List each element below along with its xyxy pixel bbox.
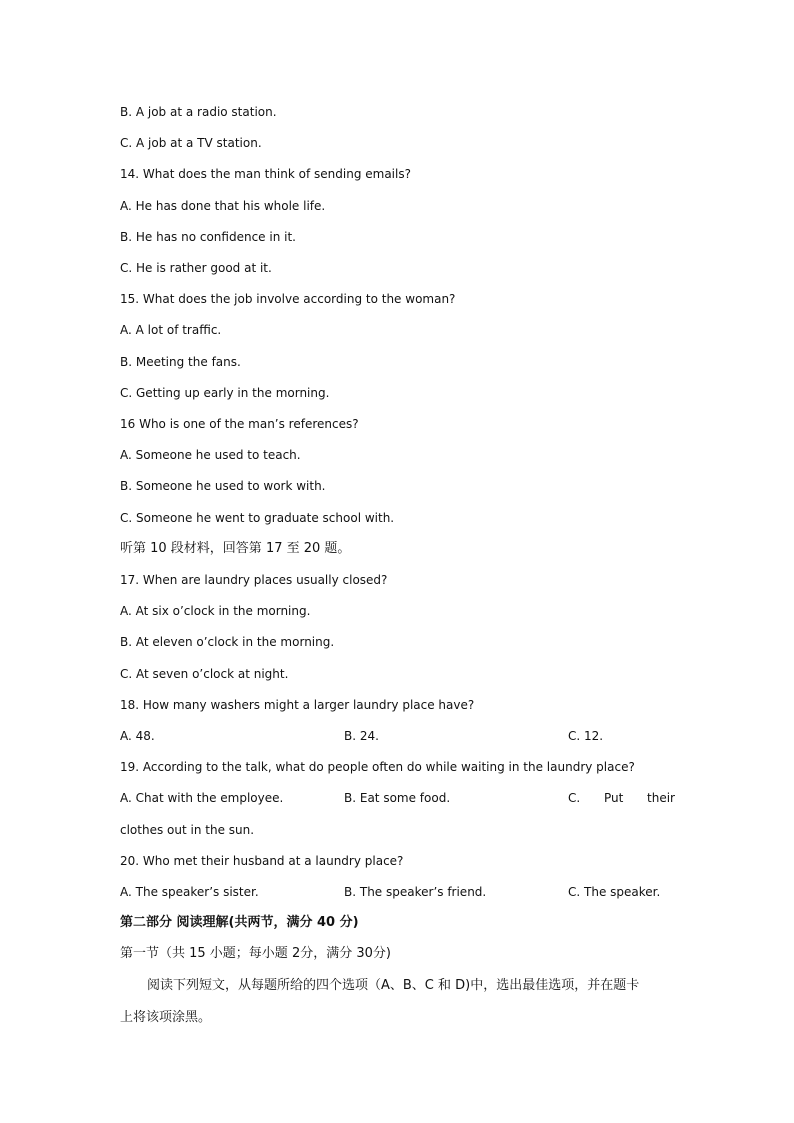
option-16b: B. Someone he used to work with. [120,479,326,493]
option-20c: C. The speaker. [568,885,661,899]
option-19c-word: their [647,791,675,805]
option-17b: B. At eleven o’clock in the morning. [120,635,335,649]
option-16c: C. Someone he went to graduate school with. [120,511,395,525]
option-20a: A. The speaker’s sister. [120,885,259,899]
option-14b: B. He has no confidence in it. [120,230,296,244]
option-17a: A. At six o’clock in the morning. [120,604,311,618]
question-15: 15. What does the job involve according to the woman? [120,292,456,306]
option-18c: C. 12. [568,729,604,743]
option-15a: A. A lot of traffic. [120,323,222,337]
option-15b: B. Meeting the fans. [120,355,241,369]
option-18a: A. 48. [120,729,155,743]
question-16: 16 Who is one of the man’s references? [120,417,359,431]
option-18b: B. 24. [344,729,379,743]
option-15c: C. Getting up early in the morning. [120,386,330,400]
question-17: 17. When are laundry places usually closed? [120,573,388,587]
option-19b: B. Eat some food. [344,791,451,805]
option-14c: C. He is rather good at it. [120,261,272,275]
question-18: 18. How many washers might a larger laundry place have? [120,698,475,712]
option-17c: C. At seven o’clock at night. [120,667,289,681]
option-19c-word: Put [603,791,624,805]
section-1-heading: 第一节（共 15 小题；每小题 2分，满分 30分) [120,946,391,961]
option-20b: B. The speaker’s friend. [344,885,487,899]
reading-instruction-continued: 上将该项涂黑。 [120,1010,212,1025]
option-19a: A. Chat with the employee. [120,791,284,805]
reading-instruction: 阅读下列短文，从每题所给的四个选项（A、B、C 和 D)中，选出最佳选项，并在题卡 [147,978,640,993]
listening-instruction-10: 听第 10 段材料，回答第 17 至 20 题。 [120,541,351,556]
option-13c: C. A job at a TV station. [120,136,262,150]
question-20: 20. Who met their husband at a laundry place? [120,854,404,868]
question-14: 14. What does the man think of sending emails? [120,167,411,181]
option-19c-word: C. [568,791,581,805]
question-19: 19. According to the talk, what do people often do while waiting in the laundry place? [120,760,635,774]
option-14a: A. He has done that his whole life. [120,199,326,213]
option-13b: B. A job at a radio station. [120,105,277,119]
option-19c [568,790,675,806]
option-19c-continued: clothes out in the sun. [120,823,255,837]
option-16a: A. Someone he used to teach. [120,448,301,462]
part-2-heading: 第二部分 阅读理解(共两节，满分 40 分) [120,915,359,930]
